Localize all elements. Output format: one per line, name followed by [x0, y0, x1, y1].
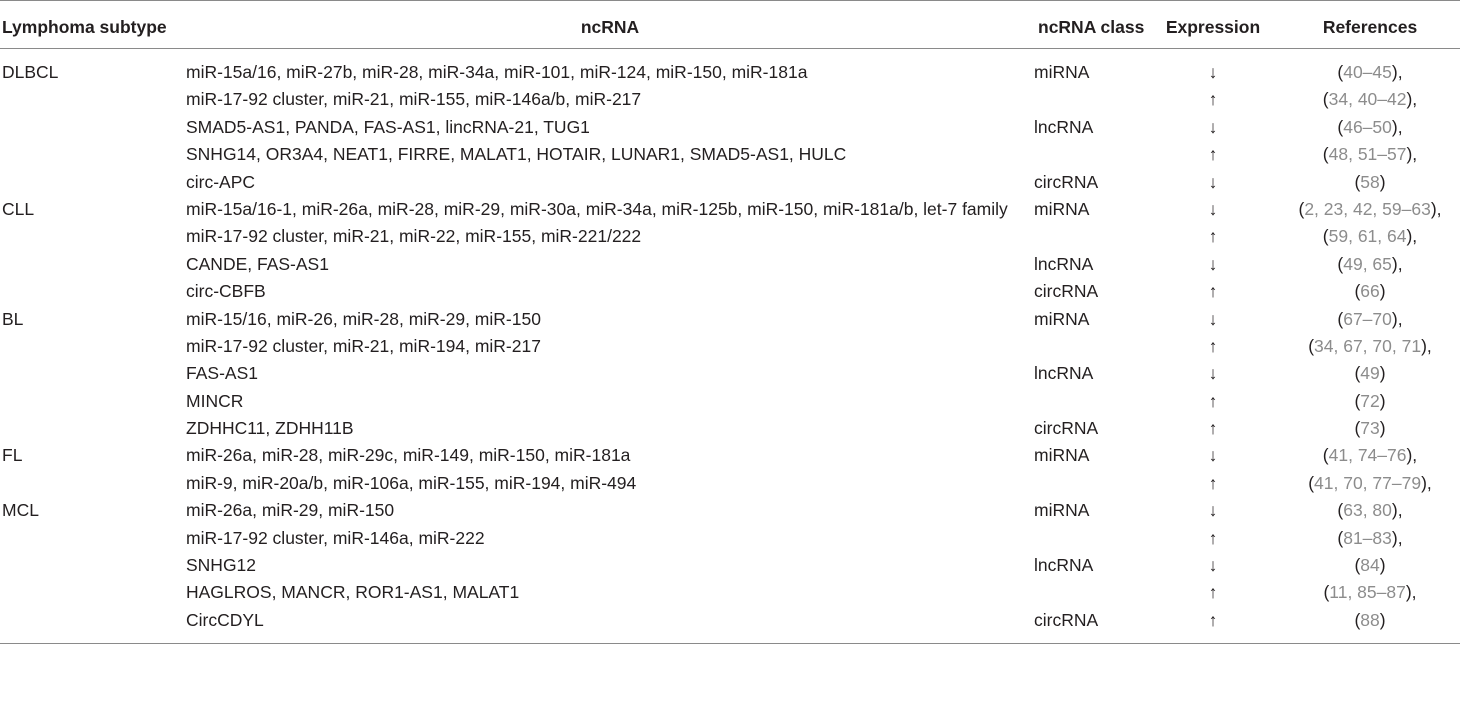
- expression-arrow-cell: ↑: [1208, 472, 1218, 493]
- table-row: [0, 306, 1460, 333]
- references-cell: [1280, 525, 1460, 552]
- reference-open-paren: (: [1322, 89, 1329, 110]
- reference-link[interactable]: 49, 65: [1343, 253, 1392, 274]
- table-row: [0, 388, 1460, 415]
- ncrna-list-cell: miR-17-92 cluster, miR-21, miR-194, miR-217: [186, 335, 541, 356]
- expression-arrow-cell: ↑: [1208, 281, 1218, 302]
- references-cell: [1280, 607, 1460, 644]
- lymphoma-subtype-cell: [0, 552, 186, 579]
- ncrna-class-cell: miRNA: [1034, 62, 1090, 82]
- ncrna-list-cell: miR-26a, miR-28, miR-29c, miR-149, miR-150, miR-181a: [186, 445, 631, 466]
- reference-link[interactable]: 67–70: [1343, 308, 1392, 329]
- expression-arrow-cell: ↑: [1208, 144, 1218, 165]
- references-cell: [1280, 497, 1460, 524]
- reference-close-paren: ),: [1406, 445, 1418, 466]
- ncrna-list-cell: miR-15a/16-1, miR-26a, miR-28, miR-29, miR-30a, miR-34a, miR-125b, miR-150, miR-181a/b, let-7 family: [186, 198, 1008, 219]
- lymphoma-subtype-cell: CLL: [2, 198, 35, 219]
- expression-arrow-cell: ↑: [1208, 582, 1218, 603]
- ncrna-class-cell: [1034, 141, 1146, 168]
- reference-close-paren: ): [1379, 363, 1386, 384]
- reference-close-paren: ),: [1430, 198, 1442, 219]
- ncrna-list-cell: SMAD5-AS1, PANDA, FAS-AS1, lincRNA-21, TUG1: [186, 116, 590, 137]
- references-cell: [1280, 415, 1460, 442]
- references-cell: [1280, 251, 1460, 278]
- reference-open-paren: (: [1322, 445, 1329, 466]
- expression-arrow-cell: ↑: [1208, 609, 1218, 630]
- ncrna-list-cell: SNHG12: [186, 555, 257, 576]
- expression-arrow-cell: ↓: [1208, 555, 1218, 576]
- lymphoma-subtype-cell: [0, 579, 186, 606]
- lymphoma-subtype-cell: [0, 470, 186, 497]
- expression-arrow-cell: ↑: [1208, 89, 1218, 110]
- table-row: [0, 415, 1460, 442]
- table-row: [0, 49, 1460, 87]
- ncrna-list-cell: ZDHHC11, ZDHH11B: [186, 418, 354, 439]
- ncrna-list-cell: SNHG14, OR3A4, NEAT1, FIRRE, MALAT1, HOTAIR, LUNAR1, SMAD5-AS1, HULC: [186, 144, 847, 165]
- expression-arrow-cell: ↑: [1208, 335, 1218, 356]
- reference-close-paren: ): [1379, 171, 1386, 192]
- reference-open-paren: (: [1337, 116, 1344, 137]
- reference-open-paren: (: [1322, 144, 1329, 165]
- references-cell: [1280, 86, 1460, 113]
- table-row: [0, 360, 1460, 387]
- reference-link[interactable]: 41, 70, 77–79: [1314, 472, 1422, 493]
- lymphoma-subtype-cell: [0, 223, 186, 250]
- reference-open-paren: (: [1308, 472, 1315, 493]
- reference-open-paren: (: [1298, 198, 1305, 219]
- table-row: [0, 86, 1460, 113]
- expression-arrow-cell: ↓: [1208, 198, 1218, 219]
- expression-arrow-cell: ↓: [1208, 308, 1218, 329]
- references-cell: [1280, 333, 1460, 360]
- lymphoma-subtype-cell: [0, 388, 186, 415]
- lymphoma-subtype-cell: MCL: [2, 500, 39, 521]
- ncrna-class-cell: miRNA: [1034, 500, 1090, 521]
- references-cell: [1280, 49, 1460, 87]
- table-row: [0, 552, 1460, 579]
- ncrna-class-cell: [1034, 525, 1146, 552]
- ncrna-list-cell: circ-CBFB: [186, 281, 266, 302]
- header-expression: Expression: [1146, 1, 1280, 49]
- table-row: [0, 607, 1460, 644]
- ncrna-class-cell: [1034, 388, 1146, 415]
- ncrna-class-cell: [1034, 470, 1146, 497]
- ncrna-class-cell: lncRNA: [1034, 253, 1094, 274]
- table-row: [0, 223, 1460, 250]
- reference-close-paren: ),: [1391, 116, 1403, 137]
- lymphoma-subtype-cell: [0, 251, 186, 278]
- lymphoma-subtype-cell: [0, 333, 186, 360]
- references-cell: [1280, 552, 1460, 579]
- references-cell: [1280, 442, 1460, 469]
- references-cell: [1280, 579, 1460, 606]
- header-ncrna-class: ncRNA class: [1034, 1, 1146, 49]
- reference-open-paren: (: [1337, 500, 1344, 521]
- reference-open-paren: (: [1337, 62, 1344, 82]
- lymphoma-subtype-cell: [0, 415, 186, 442]
- ncrna-list-cell: miR-17-92 cluster, miR-21, miR-155, miR-146a/b, miR-217: [186, 89, 642, 110]
- reference-link[interactable]: 81–83: [1343, 527, 1392, 548]
- reference-close-paren: ): [1379, 418, 1386, 439]
- reference-link[interactable]: 34, 40–42: [1328, 89, 1407, 110]
- table-row: [0, 497, 1460, 524]
- table-row: [0, 579, 1460, 606]
- ncrna-class-cell: lncRNA: [1034, 555, 1094, 576]
- ncrna-class-cell: lncRNA: [1034, 363, 1094, 384]
- reference-open-paren: (: [1354, 418, 1361, 439]
- lymphoma-subtype-cell: [0, 525, 186, 552]
- reference-link[interactable]: 48, 51–57: [1328, 144, 1407, 165]
- lymphoma-subtype-cell: FL: [2, 445, 23, 466]
- reference-close-paren: ),: [1405, 582, 1417, 603]
- reference-link[interactable]: 72: [1360, 390, 1380, 411]
- expression-arrow-cell: ↑: [1208, 418, 1218, 439]
- reference-open-paren: (: [1322, 226, 1329, 247]
- reference-close-paren: ),: [1406, 226, 1418, 247]
- table-row: [0, 333, 1460, 360]
- reference-link[interactable]: 2, 23, 42, 59–63: [1304, 198, 1431, 219]
- ncrna-list-cell: miR-15a/16, miR-27b, miR-28, miR-34a, miR-101, miR-124, miR-150, miR-181a: [186, 62, 808, 82]
- expression-arrow-cell: ↓: [1208, 253, 1218, 274]
- ncrna-list-cell: FAS-AS1: [186, 363, 258, 384]
- reference-link[interactable]: 41, 74–76: [1328, 445, 1407, 466]
- reference-close-paren: ),: [1421, 472, 1432, 493]
- expression-arrow-cell: ↓: [1208, 171, 1218, 192]
- reference-open-paren: (: [1337, 527, 1344, 548]
- reference-close-paren: ),: [1391, 527, 1403, 548]
- reference-close-paren: ): [1379, 390, 1386, 411]
- reference-open-paren: (: [1308, 335, 1315, 356]
- reference-close-paren: ),: [1406, 144, 1418, 165]
- reference-link[interactable]: 59, 61, 64: [1328, 226, 1407, 247]
- table-row: [0, 196, 1460, 223]
- ncrna-list-cell: MINCR: [186, 390, 244, 411]
- header-references: References: [1280, 1, 1460, 49]
- table-row: [0, 251, 1460, 278]
- references-cell: [1280, 278, 1460, 305]
- expression-arrow-cell: ↓: [1208, 116, 1218, 137]
- reference-open-paren: (: [1337, 308, 1344, 329]
- table-row: [0, 114, 1460, 141]
- ncrna-list-cell: CircCDYL: [186, 609, 264, 630]
- expression-arrow-cell: ↓: [1208, 62, 1218, 82]
- ncrna-class-cell: [1034, 333, 1146, 360]
- ncrna-list-cell: miR-9, miR-20a/b, miR-106a, miR-155, miR-194, miR-494: [186, 472, 637, 493]
- reference-link[interactable]: 40–45: [1343, 62, 1392, 82]
- table-row: [0, 470, 1460, 497]
- reference-close-paren: ),: [1391, 500, 1403, 521]
- table-row: [0, 442, 1460, 469]
- reference-link[interactable]: 73: [1360, 418, 1380, 439]
- references-cell: [1280, 114, 1460, 141]
- reference-close-paren: ),: [1391, 308, 1403, 329]
- references-cell: [1280, 169, 1460, 196]
- lymphoma-subtype-cell: [0, 360, 186, 387]
- table-row: [0, 278, 1460, 305]
- reference-open-paren: (: [1354, 390, 1361, 411]
- reference-close-paren: ),: [1391, 253, 1403, 274]
- ncrna-list-cell: circ-APC: [186, 171, 256, 192]
- expression-arrow-cell: ↑: [1208, 226, 1218, 247]
- table-body: [0, 49, 1460, 644]
- table-header: [0, 1, 1460, 49]
- references-cell: [1280, 306, 1460, 333]
- ncrna-class-cell: miRNA: [1034, 445, 1090, 466]
- expression-arrow-cell: ↓: [1208, 500, 1218, 521]
- ncrna-class-cell: [1034, 223, 1146, 250]
- table-row: [0, 141, 1460, 168]
- ncrna-list-cell: CANDE, FAS-AS1: [186, 253, 329, 274]
- reference-link[interactable]: 49: [1360, 363, 1380, 384]
- reference-close-paren: ): [1379, 609, 1386, 630]
- lymphoma-subtype-cell: [0, 169, 186, 196]
- reference-link[interactable]: 84: [1360, 555, 1380, 576]
- reference-link[interactable]: 58: [1360, 171, 1380, 192]
- ncrna-list-cell: miR-26a, miR-29, miR-150: [186, 500, 395, 521]
- reference-open-paren: (: [1323, 582, 1330, 603]
- ncrna-class-cell: [1034, 579, 1146, 606]
- reference-open-paren: (: [1354, 609, 1361, 630]
- ncrna-class-cell: miRNA: [1034, 308, 1090, 329]
- ncrna-list-cell: miR-15/16, miR-26, miR-28, miR-29, miR-150: [186, 308, 541, 329]
- expression-arrow-cell: ↑: [1208, 527, 1218, 548]
- ncrna-class-cell: circRNA: [1034, 171, 1099, 192]
- reference-close-paren: ): [1379, 555, 1386, 576]
- reference-open-paren: (: [1354, 363, 1361, 384]
- reference-close-paren: ),: [1391, 62, 1403, 82]
- references-cell: [1280, 223, 1460, 250]
- ncrna-list-cell: miR-17-92 cluster, miR-146a, miR-222: [186, 527, 485, 548]
- lymphoma-subtype-cell: [0, 114, 186, 141]
- reference-open-paren: (: [1354, 171, 1361, 192]
- lymphoma-subtype-cell: [0, 607, 186, 644]
- references-cell: [1280, 470, 1460, 497]
- reference-close-paren: ): [1379, 281, 1386, 302]
- table-row: [0, 525, 1460, 552]
- expression-arrow-cell: ↑: [1208, 390, 1218, 411]
- lymphoma-subtype-cell: [0, 141, 186, 168]
- references-cell: [1280, 388, 1460, 415]
- references-cell: [1280, 360, 1460, 387]
- reference-open-paren: (: [1354, 555, 1361, 576]
- header-ncrna: ncRNA: [186, 1, 1034, 49]
- header-row: [0, 1, 1460, 49]
- header-lymphoma-subtype: Lymphoma subtype: [0, 1, 186, 49]
- reference-link[interactable]: 46–50: [1343, 116, 1392, 137]
- references-cell: [1280, 196, 1460, 223]
- reference-link[interactable]: 63, 80: [1343, 500, 1392, 521]
- ncrna-class-cell: lncRNA: [1034, 116, 1094, 137]
- ncrna-class-cell: miRNA: [1034, 198, 1090, 219]
- reference-close-paren: ),: [1406, 89, 1418, 110]
- lymphoma-subtype-cell: [0, 86, 186, 113]
- expression-arrow-cell: ↓: [1208, 363, 1218, 384]
- ncrna-list-cell: miR-17-92 cluster, miR-21, miR-22, miR-155, miR-221/222: [186, 226, 642, 247]
- reference-open-paren: (: [1354, 281, 1361, 302]
- reference-link[interactable]: 34, 67, 70, 71: [1314, 335, 1422, 356]
- lymphoma-subtype-cell: [0, 278, 186, 305]
- ncrna-class-cell: circRNA: [1034, 418, 1099, 439]
- reference-link[interactable]: 88: [1360, 609, 1380, 630]
- lymphoma-subtype-cell: DLBCL: [2, 62, 59, 82]
- ncrna-class-cell: circRNA: [1034, 609, 1099, 630]
- reference-open-paren: (: [1337, 253, 1344, 274]
- reference-close-paren: ),: [1421, 335, 1432, 356]
- ncrna-class-cell: [1034, 86, 1146, 113]
- references-cell: [1280, 141, 1460, 168]
- ncrna-class-cell: circRNA: [1034, 281, 1099, 302]
- reference-link[interactable]: 66: [1360, 281, 1380, 302]
- expression-arrow-cell: ↓: [1208, 445, 1218, 466]
- ncrna-list-cell: HAGLROS, MANCR, ROR1-AS1, MALAT1: [186, 582, 520, 603]
- reference-link[interactable]: 11, 85–87: [1329, 582, 1406, 603]
- table-row: [0, 169, 1460, 196]
- lymphoma-subtype-cell: BL: [2, 308, 24, 329]
